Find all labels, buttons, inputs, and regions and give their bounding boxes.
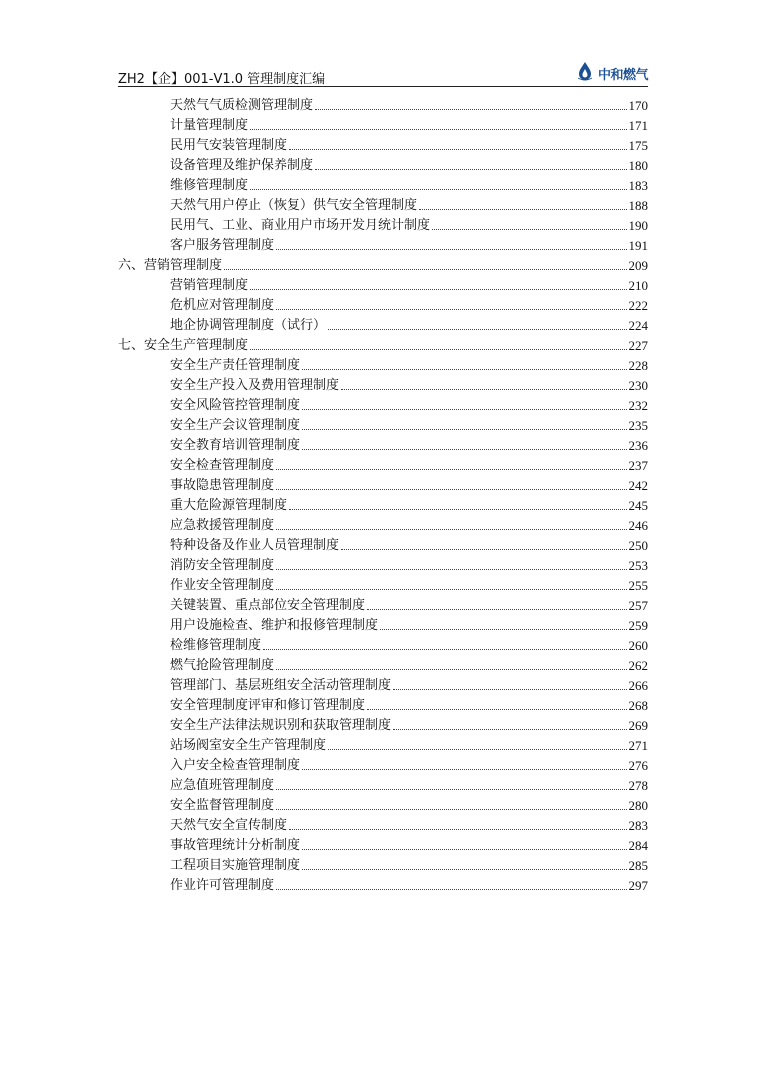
toc-entry-row[interactable] (118, 454, 648, 474)
toc-entry-label: 关键装置、重点部位安全管理制度 (170, 598, 366, 613)
toc-dot-leader (315, 169, 626, 170)
toc-entry-row[interactable] (118, 214, 648, 234)
toc-dot-leader (276, 489, 626, 490)
toc-entry-row[interactable] (118, 614, 648, 634)
toc-page-number: 232 (628, 398, 648, 413)
toc-page-number: 266 (628, 678, 648, 693)
toc-dot-leader (302, 409, 626, 410)
toc-page-number: 262 (628, 658, 648, 673)
toc-entry-label: 安全监督管理制度 (170, 798, 275, 813)
toc-entry-row[interactable] (118, 554, 648, 574)
toc-entry-row[interactable] (118, 754, 648, 774)
toc-page-number: 260 (628, 638, 648, 653)
toc-page-number: 278 (628, 778, 648, 793)
toc-dot-leader (367, 709, 626, 710)
toc-page-number: 283 (628, 818, 648, 833)
toc-dot-leader (276, 589, 626, 590)
toc-entry-row[interactable] (118, 654, 648, 674)
toc-entry-row[interactable] (118, 634, 648, 654)
toc-page-number: 269 (628, 718, 648, 733)
toc-page-number: 183 (628, 178, 648, 193)
toc-dot-leader (367, 609, 626, 610)
toc-page-number: 175 (628, 138, 648, 153)
toc-dot-leader (315, 109, 626, 110)
toc-dot-leader (276, 569, 626, 570)
toc-entry-row[interactable] (118, 234, 648, 254)
toc-entry-label: 天然气气质检测管理制度 (170, 98, 314, 113)
toc-page-number: 284 (628, 838, 648, 853)
logo-text: 中和燃气 (597, 67, 648, 83)
toc-entry-label: 民用气、工业、商业用户市场开发月统计制度 (170, 218, 431, 233)
toc-entry-row[interactable] (118, 774, 648, 794)
toc-dot-leader (380, 629, 626, 630)
toc-entry-label: 安全管理制度评审和修订管理制度 (170, 698, 366, 713)
toc-entry-row[interactable] (118, 154, 648, 174)
toc-dot-leader (302, 449, 626, 450)
toc-dot-leader (289, 509, 626, 510)
toc-entry-label: 安全生产责任管理制度 (170, 358, 301, 373)
toc-entry-row[interactable] (118, 434, 648, 454)
toc-page-number: 297 (628, 878, 648, 893)
toc-dot-leader (276, 309, 626, 310)
toc-entry-label: 工程项目实施管理制度 (170, 858, 301, 873)
toc-page-number: 230 (628, 378, 648, 393)
toc-entry-row[interactable] (118, 474, 648, 494)
toc-dot-leader (341, 549, 626, 550)
toc-entry-label: 危机应对管理制度 (170, 298, 275, 313)
toc-page-number: 209 (628, 258, 648, 273)
toc-entry-row[interactable] (118, 314, 648, 334)
toc-entry-label: 安全风险管控管理制度 (170, 398, 301, 413)
toc-entry-label: 应急值班管理制度 (170, 778, 275, 793)
toc-dot-leader (276, 889, 626, 890)
toc-dot-leader (276, 469, 626, 470)
toc-entry-row[interactable] (118, 134, 648, 154)
toc-entry-row[interactable] (118, 674, 648, 694)
toc-page-number: 222 (628, 298, 648, 313)
toc-entry-row[interactable] (118, 814, 648, 834)
toc-page-number: 246 (628, 518, 648, 533)
toc-entry-row[interactable] (118, 694, 648, 714)
toc-dot-leader (289, 149, 626, 150)
toc-entry-label: 计量管理制度 (170, 118, 249, 133)
toc-entry-row[interactable] (118, 874, 648, 894)
toc-entry-label: 检维修管理制度 (170, 638, 262, 653)
toc-dot-leader (276, 669, 626, 670)
toc-entry-row[interactable] (118, 794, 648, 814)
toc-entry-row[interactable] (118, 514, 648, 534)
toc-entry-row[interactable] (118, 734, 648, 754)
toc-page-number: 224 (628, 318, 648, 333)
toc-dot-leader (276, 529, 626, 530)
toc-entry-label: 安全教育培训管理制度 (170, 438, 301, 453)
toc-page-number: 191 (628, 238, 648, 253)
toc-entry-label: 客户服务管理制度 (170, 238, 275, 253)
toc-dot-leader (250, 129, 626, 130)
toc-entry-label: 用户设施检查、维护和报修管理制度 (170, 618, 379, 633)
toc-entry-row[interactable] (118, 114, 648, 134)
toc-entry-row[interactable] (118, 94, 648, 114)
toc-dot-leader (302, 869, 626, 870)
toc-page-number: 255 (628, 578, 648, 593)
toc-dot-leader (289, 829, 626, 830)
toc-entry-row[interactable] (118, 854, 648, 874)
toc-dot-leader (328, 329, 626, 330)
toc-page-number: 271 (628, 738, 648, 753)
toc-dot-leader (432, 229, 626, 230)
toc-dot-leader (250, 189, 626, 190)
toc-entry-label: 天然气安全宣传制度 (170, 818, 288, 833)
toc-page-number: 268 (628, 698, 648, 713)
toc-entry-label: 管理部门、基层班组安全活动管理制度 (170, 678, 392, 693)
header-rule (118, 86, 648, 87)
toc-entry-row[interactable] (118, 534, 648, 554)
toc-dot-leader (276, 249, 626, 250)
toc-dot-leader (263, 649, 626, 650)
toc-entry-row[interactable] (118, 274, 648, 294)
toc-page-number: 180 (628, 158, 648, 173)
toc-entry-label: 入户安全检查管理制度 (170, 758, 301, 773)
toc-entry-label: 七、安全生产管理制度 (118, 338, 249, 353)
toc-page-number: 257 (628, 598, 648, 613)
toc-entry-label: 六、营销管理制度 (118, 258, 223, 273)
toc-entry-label: 消防安全管理制度 (170, 558, 275, 573)
toc-page-number: 188 (628, 198, 648, 213)
toc-dot-leader (393, 729, 626, 730)
toc-dot-leader (302, 849, 626, 850)
toc-dot-leader (302, 769, 626, 770)
toc-entry-row[interactable] (118, 394, 648, 414)
toc-entry-row[interactable] (118, 714, 648, 734)
toc-page-number: 227 (628, 338, 648, 353)
toc-dot-leader (393, 689, 626, 690)
toc-page-number: 235 (628, 418, 648, 433)
toc-entry-row[interactable] (118, 414, 648, 434)
toc-entry-label: 安全生产法律法规识别和获取管理制度 (170, 718, 392, 733)
toc-page-number: 276 (628, 758, 648, 773)
toc-page-number: 171 (628, 118, 648, 133)
toc-entry-label: 应急救援管理制度 (170, 518, 275, 533)
toc-entry-row[interactable] (118, 574, 648, 594)
toc-page-number: 228 (628, 358, 648, 373)
toc-entry-label: 维修管理制度 (170, 178, 249, 193)
toc-entry-label: 燃气抢险管理制度 (170, 658, 275, 673)
toc-dot-leader (302, 369, 626, 370)
toc-entry-label: 事故管理统计分析制度 (170, 838, 301, 853)
toc-page-number: 237 (628, 458, 648, 473)
toc-entry-label: 作业安全管理制度 (170, 578, 275, 593)
toc-entry-label: 事故隐患管理制度 (170, 478, 275, 493)
toc-page-number: 210 (628, 278, 648, 293)
page-header (118, 62, 648, 88)
flame-drop-icon (576, 61, 594, 85)
toc-entry-label: 地企协调管理制度（试行） (170, 318, 327, 333)
toc-entry-label: 安全生产投入及费用管理制度 (170, 378, 340, 393)
toc-entry-row[interactable] (118, 594, 648, 614)
toc-dot-leader (302, 429, 626, 430)
toc-dot-leader (276, 789, 626, 790)
toc-page-number: 190 (628, 218, 648, 233)
toc-entry-row[interactable] (118, 354, 648, 374)
toc-entry-label: 设备管理及维护保养制度 (170, 158, 314, 173)
toc-page-number: 285 (628, 858, 648, 873)
toc-entry-label: 站场阀室安全生产管理制度 (170, 738, 327, 753)
toc-dot-leader (276, 809, 626, 810)
toc-entry-row[interactable] (118, 174, 648, 194)
toc-page-number: 253 (628, 558, 648, 573)
toc-dot-leader (341, 389, 626, 390)
toc-entry-label: 营销管理制度 (170, 278, 249, 293)
company-logo (576, 62, 648, 84)
toc-page-number: 250 (628, 538, 648, 553)
toc-dot-leader (328, 749, 626, 750)
toc-entry-label: 安全生产会议管理制度 (170, 418, 301, 433)
toc-entry-label: 特种设备及作业人员管理制度 (170, 538, 340, 553)
toc-entry-row[interactable] (118, 834, 648, 854)
toc-page-number: 280 (628, 798, 648, 813)
toc-entry-row[interactable] (118, 194, 648, 214)
toc-entry-label: 民用气安装管理制度 (170, 138, 288, 153)
document-code-title: ZH2【企】001-V1.0 管理制度汇编 (118, 72, 326, 87)
toc-dot-leader (250, 289, 626, 290)
toc-dot-leader (224, 269, 626, 270)
toc-entry-row[interactable] (118, 294, 648, 314)
toc-page-number: 259 (628, 618, 648, 633)
toc-page-number: 242 (628, 478, 648, 493)
toc-page-number: 170 (628, 98, 648, 113)
toc-entry-label: 天然气用户停止（恢复）供气安全管理制度 (170, 198, 418, 213)
toc-dot-leader (419, 209, 626, 210)
toc-dot-leader (250, 349, 626, 350)
toc-entry-row[interactable] (118, 494, 648, 514)
toc-entry-label: 作业许可管理制度 (170, 878, 275, 893)
toc-entry-label: 重大危险源管理制度 (170, 498, 288, 513)
toc-page-number: 236 (628, 438, 648, 453)
toc-entry-label: 安全检查管理制度 (170, 458, 275, 473)
table-of-contents (118, 94, 648, 894)
toc-section-row[interactable] (118, 334, 648, 354)
toc-entry-row[interactable] (118, 374, 648, 394)
toc-section-row[interactable] (118, 254, 648, 274)
toc-page-number: 245 (628, 498, 648, 513)
